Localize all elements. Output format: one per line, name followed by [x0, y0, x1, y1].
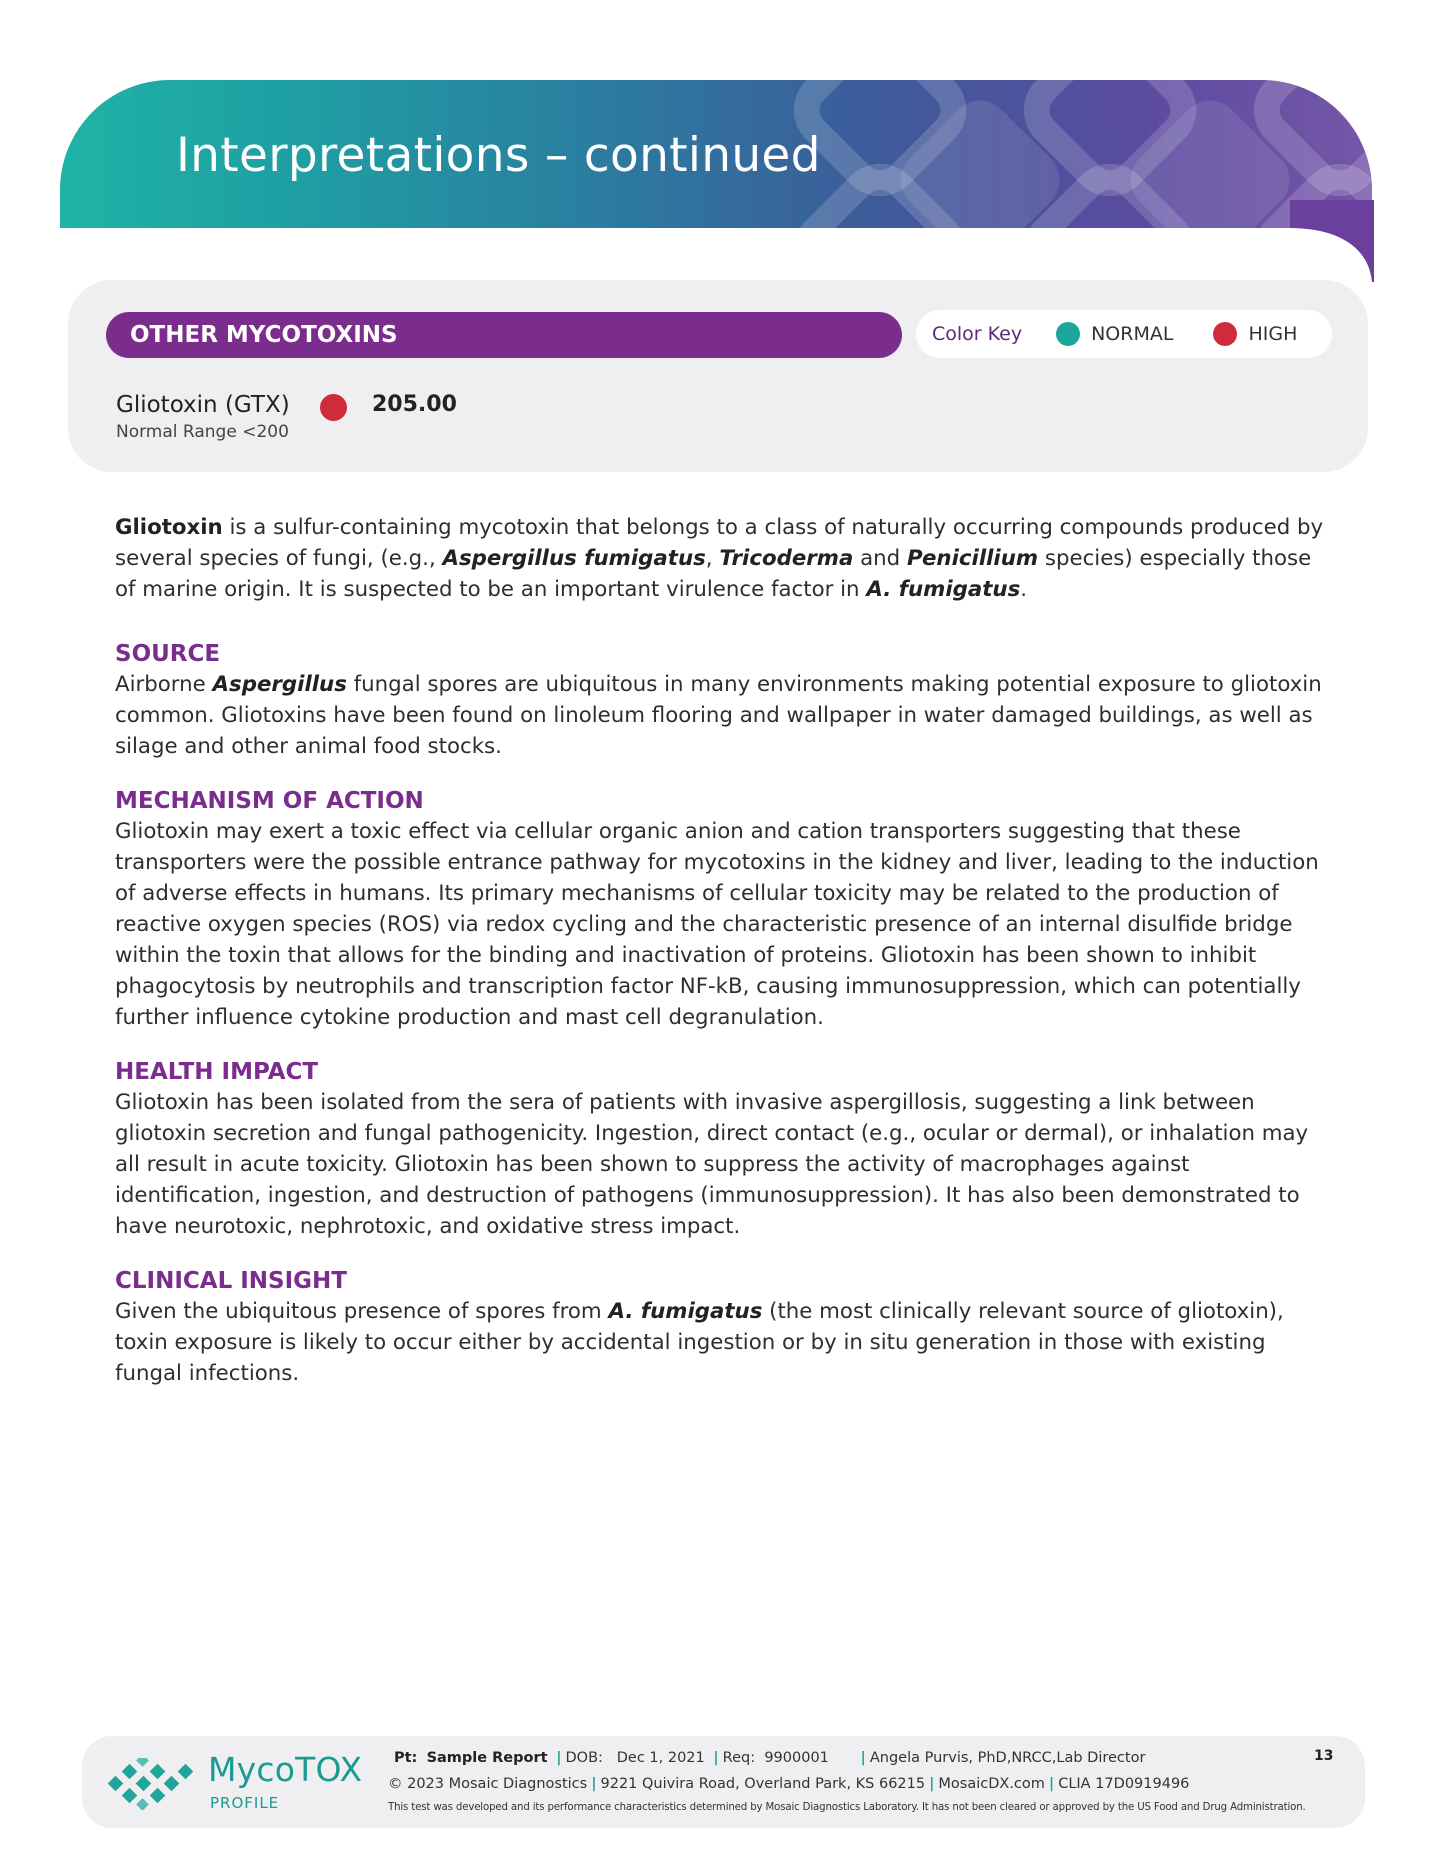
- clia-number: CLIA 17D0919496: [1058, 1776, 1190, 1792]
- banner-curl-decoration: [1290, 200, 1374, 282]
- mechanism-paragraph: Gliotoxin may exert a toxic effect via cellular organic anion and cation transporters suggesting that these transporters were the possible entrance pathway for mycotoxins in the kidney and liver, leading to the induction of adverse effects in humans. Its primary mechanisms of cellular toxicity may be related to the production of reactive oxygen species (ROS) via redox cycling and the characteristic presence of an internal disulfide bridge within the toxin that allows for the binding and inactivation of proteins. Gliotoxin has been shown to inhibit phagocytosis by neutrophils and transcription factor NF-kB, causing immunosuppression, which can potentially further influence cytokine production and mast cell degranulation.: [115, 819, 1319, 1030]
- source-text-2: fungal spores are ubiquitous in many environments making potential exposure to gliotoxin common. Gliotoxins have been found on linoleum flooring and wallpaper in water damaged buildings, as well as silage and other animal food stocks.: [115, 672, 1322, 759]
- color-key: [916, 310, 1332, 358]
- dob-value: Dec 1, 2021: [616, 1750, 705, 1766]
- health-heading: HEALTH IMPACT: [115, 1059, 319, 1085]
- logo-subtitle: PROFILE: [210, 1794, 280, 1812]
- high-dot-icon: [1213, 322, 1237, 346]
- high-label: HIGH: [1248, 323, 1298, 345]
- logo-name: MycoTOX: [208, 1750, 363, 1789]
- patient-info-line: Pt: Sample Report | DOB: Dec 1, 2021 | Req: 9900001 | Angela Purvis, PhD,NRCC,Lab Director: [394, 1750, 1146, 1766]
- intro-text-3: and: [853, 546, 907, 571]
- intro-text-4: species) especially those of marine origin. It is suspected to be an important virulence factor in: [115, 546, 1312, 602]
- health-paragraph: Gliotoxin has been isolated from the sera of patients with invasive aspergillosis, suggesting a link between gliotoxin secretion and fungal pathogenicity. Ingestion, direct contact (e.g., ocular or dermal), or inhalation may all result in acute toxicity. Gliotoxin has been shown to suppress the activity of macrophages against identification, ingestion, and destruction of pathogens (immunosuppression). It has also been demonstrated to have neurotoxic, nephrotoxic, and oxidative stress impact.: [115, 1090, 1309, 1239]
- dob-label: DOB:: [565, 1750, 603, 1766]
- intro-species-1: Aspergillus fumigatus: [442, 546, 706, 571]
- result-card: [68, 280, 1368, 472]
- copyright: © 2023 Mosaic Diagnostics: [388, 1776, 588, 1792]
- normal-label: NORMAL: [1091, 323, 1174, 345]
- section-title: OTHER MYCOTOXINS: [106, 312, 902, 358]
- lab-address: 9221 Quivira Road, Overland Park, KS 66215: [600, 1776, 926, 1792]
- clinical-heading: CLINICAL INSIGHT: [115, 1268, 347, 1294]
- intro-species-3: Penicillium: [906, 546, 1039, 571]
- source-heading: SOURCE: [115, 641, 221, 667]
- mechanism-heading: MECHANISM OF ACTION: [115, 788, 424, 814]
- clinical-paragraph: [115, 1296, 1330, 1389]
- clinical-section: [115, 1266, 1330, 1389]
- fda-disclaimer: This test was developed and its performance characteristics determined by Mosaic Diagnostics Laboratory. It has not been cleared or approved by the US Food and Drug Administration.: [388, 1802, 1306, 1813]
- clinical-text-2: (the most clinically relevant source of gliotoxin), toxin exposure is likely to occur either by accidental ingestion or by in situ generation in those with existing fungal infections.: [115, 1299, 1284, 1386]
- normal-dot-icon: [1056, 322, 1080, 346]
- page-title: Interpretations – continued: [176, 128, 821, 183]
- intro-text-2: ,: [705, 546, 720, 571]
- req-value: 9900001: [764, 1750, 829, 1766]
- analyte-name: Gliotoxin (GTX): [116, 392, 290, 418]
- clinical-text-1: Given the ubiquitous presence of spores from: [115, 1299, 609, 1324]
- mycotox-logo-icon: [108, 1758, 200, 1810]
- intro-term: Gliotoxin: [115, 515, 223, 540]
- health-section: [115, 1057, 1330, 1242]
- interpretation-content: [115, 512, 1330, 1389]
- footer: [82, 1736, 1365, 1828]
- color-key-title: Color Key: [932, 323, 1023, 345]
- intro-text-5: .: [1020, 577, 1028, 602]
- intro-species-2: Tricoderma: [719, 546, 854, 571]
- lab-director: Angela Purvis, PhD,NRCC,Lab Director: [869, 1750, 1146, 1766]
- source-section: [115, 639, 1330, 762]
- page-number: 13: [1314, 1748, 1334, 1764]
- lab-info-line: © 2023 Mosaic Diagnostics | 9221 Quivira Road, Overland Park, KS 66215 | MosaicDX.com | CLIA 17D0919496: [388, 1776, 1190, 1792]
- normal-range: Normal Range <200: [116, 422, 289, 442]
- patient-name: Sample Report: [426, 1750, 548, 1766]
- req-label: Req:: [722, 1750, 756, 1766]
- website-link[interactable]: MosaicDX.com: [938, 1776, 1045, 1792]
- analyte-value: 205.00: [372, 392, 457, 417]
- source-paragraph: [115, 669, 1330, 762]
- intro-species-4: A. fumigatus: [866, 577, 1021, 602]
- pt-label: Pt:: [394, 1750, 418, 1766]
- clinical-species: A. fumigatus: [608, 1299, 763, 1324]
- intro-paragraph: [115, 512, 1330, 605]
- source-species: Aspergillus: [212, 672, 347, 697]
- mechanism-section: [115, 786, 1330, 1033]
- source-text-1: Airborne: [115, 672, 213, 697]
- header-banner: [60, 80, 1372, 228]
- high-status-dot-icon: [320, 394, 347, 421]
- intro-text-1: is a sulfur-containing mycotoxin that belongs to a class of naturally occurring compounds produced by several species of fungi, (e.g.,: [115, 515, 1324, 571]
